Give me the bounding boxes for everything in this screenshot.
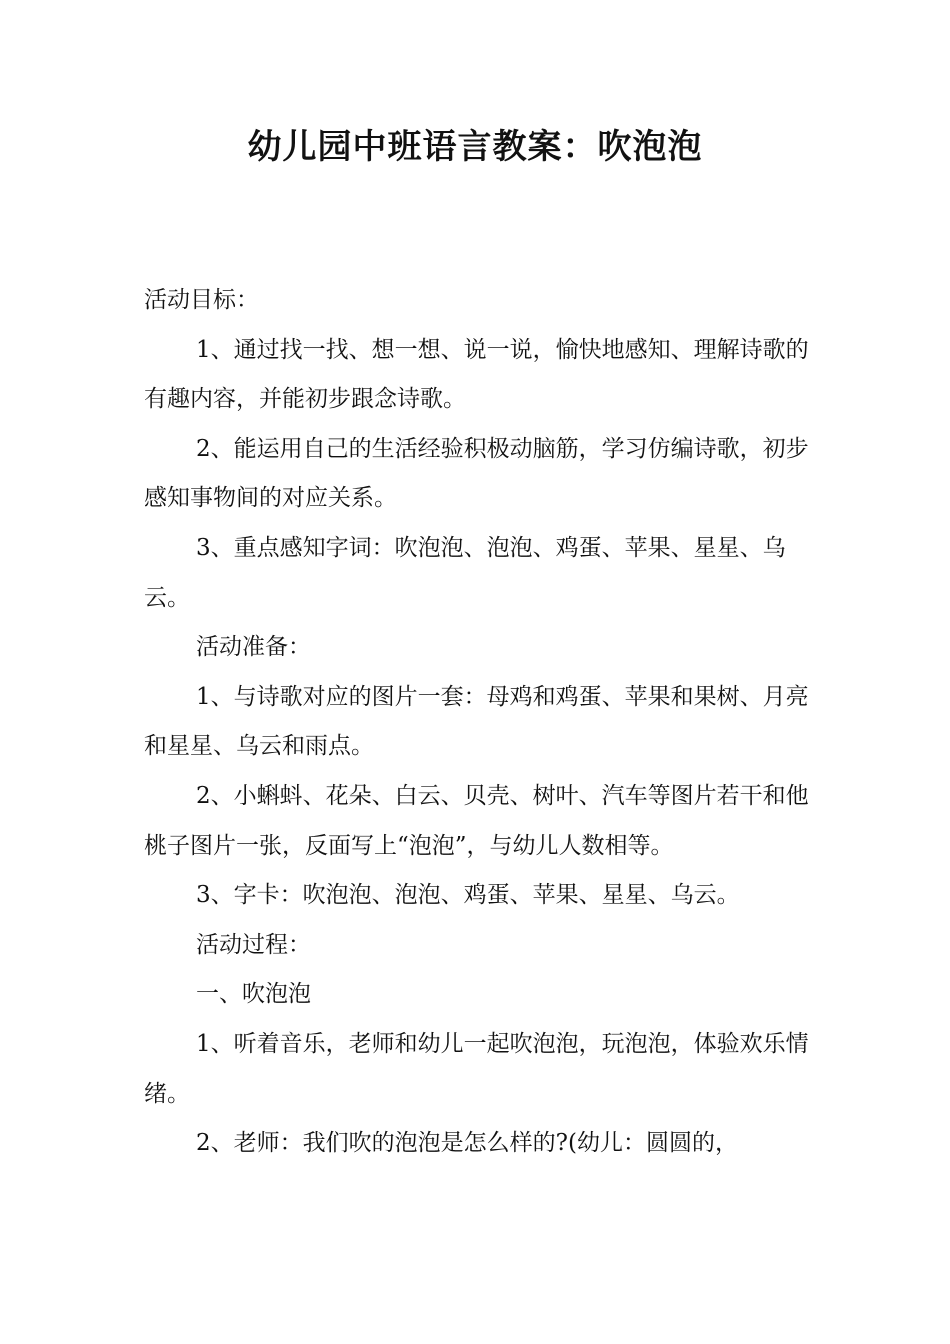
paragraph-prep-1: 1、与诗歌对应的图片一套：母鸡和鸡蛋、苹果和果树、月亮和星星、乌云和雨点。 (144, 683, 809, 760)
section-heading-preparation: 活动准备： (196, 634, 311, 661)
paragraph-prep-2: 2、小蝌蚪、花朵、白云、贝壳、树叶、汽车等图片若干和他桃子图片一张，反面写上“泡泡”，与幼儿人数相等。 (144, 782, 809, 859)
paragraph-goal-1: 1、通过找一找、想一想、说一说，愉快地感知、理解诗歌的有趣内容，并能初步跟念诗歌。 (144, 336, 809, 413)
document-body (144, 276, 816, 1169)
section-heading-process: 活动过程： (196, 931, 311, 958)
paragraph-process-2: 2、老师：我们吹的泡泡是怎么样的?(幼儿：圆圆的， (196, 1130, 738, 1157)
paragraph-goal-3: 3、重点感知字词：吹泡泡、泡泡、鸡蛋、苹果、星星、乌云。 (144, 534, 786, 611)
paragraph-process-1: 1、听着音乐，老师和幼儿一起吹泡泡，玩泡泡，体验欢乐情绪。 (144, 1030, 809, 1107)
paragraph-prep-3: 3、字卡：吹泡泡、泡泡、鸡蛋、苹果、星星、乌云。 (196, 882, 740, 909)
section-heading-goals: 活动目标： (144, 287, 259, 313)
paragraph-goal-2: 2、能运用自己的生活经验积极动脑筋，学习仿编诗歌，初步感知事物间的对应关系。 (144, 435, 809, 512)
document-title: 幼儿园中班语言教案：吹泡泡 (247, 127, 703, 167)
subsection-heading-blow-bubbles: 一、吹泡泡 (196, 981, 311, 1008)
